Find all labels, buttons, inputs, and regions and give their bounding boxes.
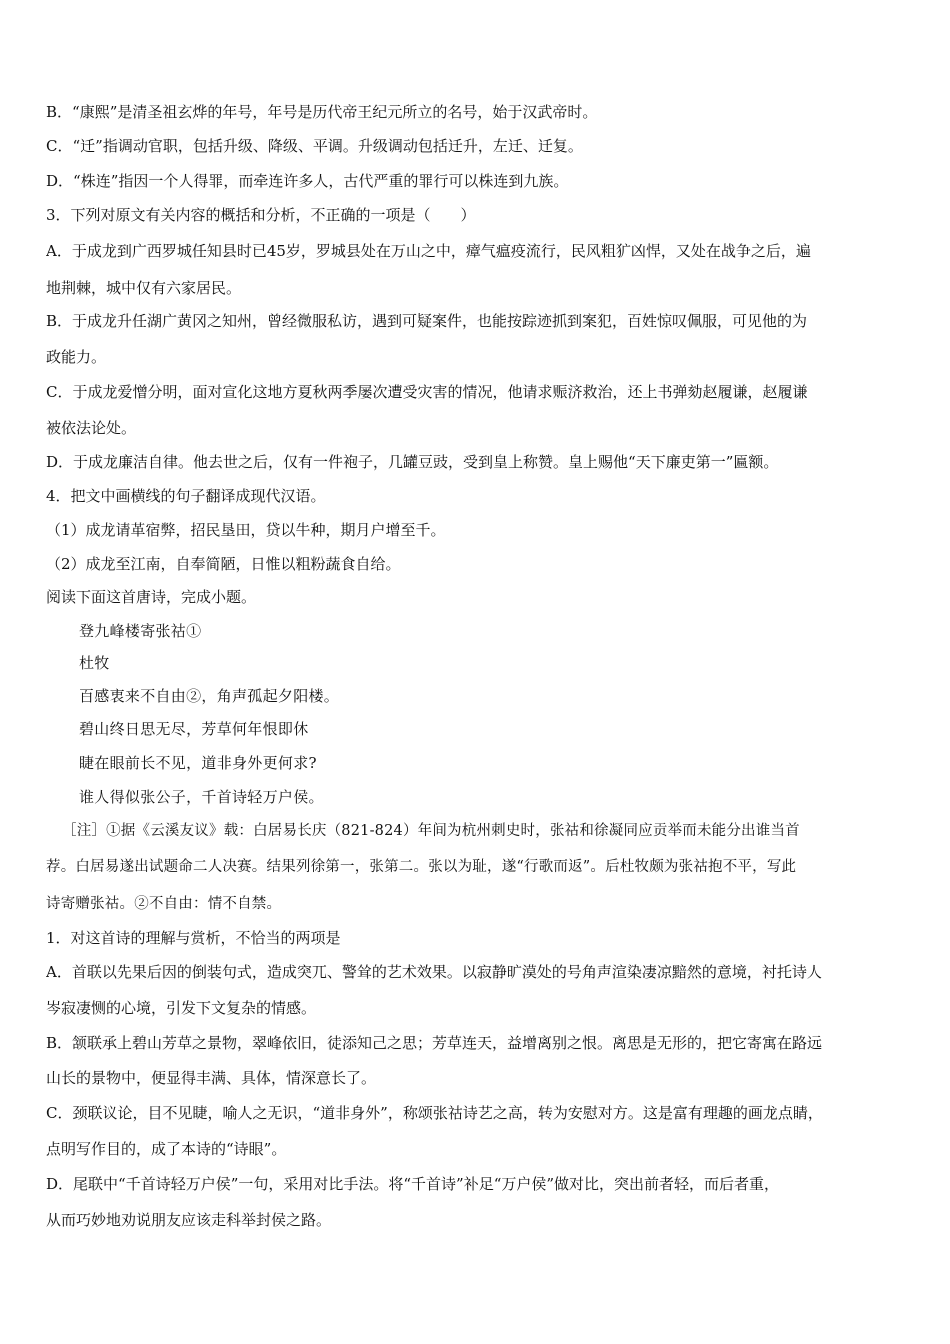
q3-stem: 3．下列对原文有关内容的概括和分析，不正确的一项是（ ） (46, 206, 476, 224)
q3-option-b-line1: B．于成龙升任湖广黄冈之知州，曾经微服私访，遇到可疑案件，也能按踪迹抓到案犯，百姓惊叹佩服，可见他的为 (46, 312, 808, 330)
poem-q1-option-c-line2: 点明写作目的，成了本诗的“诗眼”。 (46, 1140, 287, 1158)
poem-q1-option-b-line2: 山长的景物中，便显得丰满、具体，情深意长了。 (46, 1069, 377, 1087)
q4-item-2: （2）成龙至江南，自奉简陋，日惟以粗粉蔬食自给。 (46, 555, 401, 573)
poem-note-line-3: 诗寄赠张祜。②不自由：情不自禁。 (46, 896, 282, 912)
q3-option-b-line2: 政能力。 (46, 348, 107, 366)
poem-q1-option-d-line2: 从而巧妙地劝说朋友应该走科举封侯之路。 (46, 1211, 332, 1229)
q4-item-1: （1）成龙请革宿弊，招民垦田，贷以牛种，期月户增至千。 (46, 521, 446, 539)
poem-note-line-2: 荐。白居易遂出试题命二人决赛。结果列徐第一，张第二。张以为耻，遂“行歌而返”。后杜牧颇为张祜抱不平，写此 (46, 859, 797, 875)
q3-option-a-line1: A．于成龙到广西罗城任知县时已45岁，罗城县处在万山之中，瘴气瘟疫流行，民风粗犷凶悍，又处在战争之后，遍 (46, 242, 811, 260)
poem-author: 杜牧 (79, 654, 110, 672)
poem-line-1: 百感衷来不自由②，角声孤起夕阳楼。 (79, 687, 340, 705)
q3-option-a-line2: 地荆棘，城中仅有六家居民。 (46, 279, 242, 297)
q3-option-c-line2: 被依法论处。 (46, 419, 137, 437)
poem-q1-option-b-line1: B．颔联承上碧山芳草之景物，翠峰依旧，徒添知己之思；芳草连天，益增离别之恨。离思是无形的，把它寄寓在路远 (46, 1034, 823, 1052)
poem-line-3: 睫在眼前长不见，道非身外更何求? (79, 754, 317, 772)
q4-stem: 4．把文中画横线的句子翻译成现代汉语。 (46, 487, 326, 505)
q3-option-d: D．于成龙廉洁自律。他去世之后，仅有一件袍子，几罐豆豉，受到皇上称赞。皇上赐他“天下廉吏第一”匾额。 (46, 453, 779, 471)
poem-q1-option-c-line1: C．颈联议论，目不见睫，喻人之无识，“道非身外”，称颂张祜诗艺之高，转为安慰对方。这是富有理趣的画龙点睛， (46, 1104, 823, 1122)
poem-line-4: 谁人得似张公子，千首诗轻万户侯。 (79, 788, 324, 806)
poem-line-2: 碧山终日思无尽，芳草何年恨即休 (79, 720, 309, 738)
poem-note-line-1: ［注］①据《云溪友议》载：白居易长庆（821-824）年间为杭州刺史时，张祜和徐凝同应贡举而未能分出谁当首 (62, 823, 800, 839)
q3-option-c-line1: C．于成龙爱憎分明，面对宣化这地方夏秋两季屡次遭受灾害的情况，他请求赈济救治，还上书弹劾赵履谦，赵履谦 (46, 383, 808, 401)
poem-q1-stem: 1．对这首诗的理解与赏析，不恰当的两项是 (46, 929, 341, 947)
poem-q1-option-d-line1: D．尾联中“千首诗轻万户侯”一句，采用对比手法。将“千首诗”补足“万户侯”做对比，突出前者轻，而后者重， (46, 1175, 780, 1193)
q2-option-b: B．“康熙”是清圣祖玄烨的年号，年号是历代帝王纪元所立的名号，始于汉武帝时。 (46, 103, 598, 121)
q2-option-d: D．“株连”指因一个人得罪，而牵连许多人，古代严重的罪行可以株连到九族。 (46, 172, 569, 190)
poem-title: 登九峰楼寄张祜① (79, 622, 202, 640)
poem-q1-option-a-line2: 岑寂凄恻的心境，引发下文复杂的情感。 (46, 999, 317, 1017)
poem-intro: 阅读下面这首唐诗，完成小题。 (46, 588, 257, 606)
poem-q1-option-a-line1: A．首联以先果后因的倒装句式，造成突兀、警耸的艺术效果。以寂静旷漠处的号角声渲染凄凉黯然的意境，衬托诗人 (46, 963, 822, 981)
q2-option-c: C．“迁”指调动官职，包括升级、降级、平调。升级调动包括迁升，左迁、迁复。 (46, 137, 583, 155)
